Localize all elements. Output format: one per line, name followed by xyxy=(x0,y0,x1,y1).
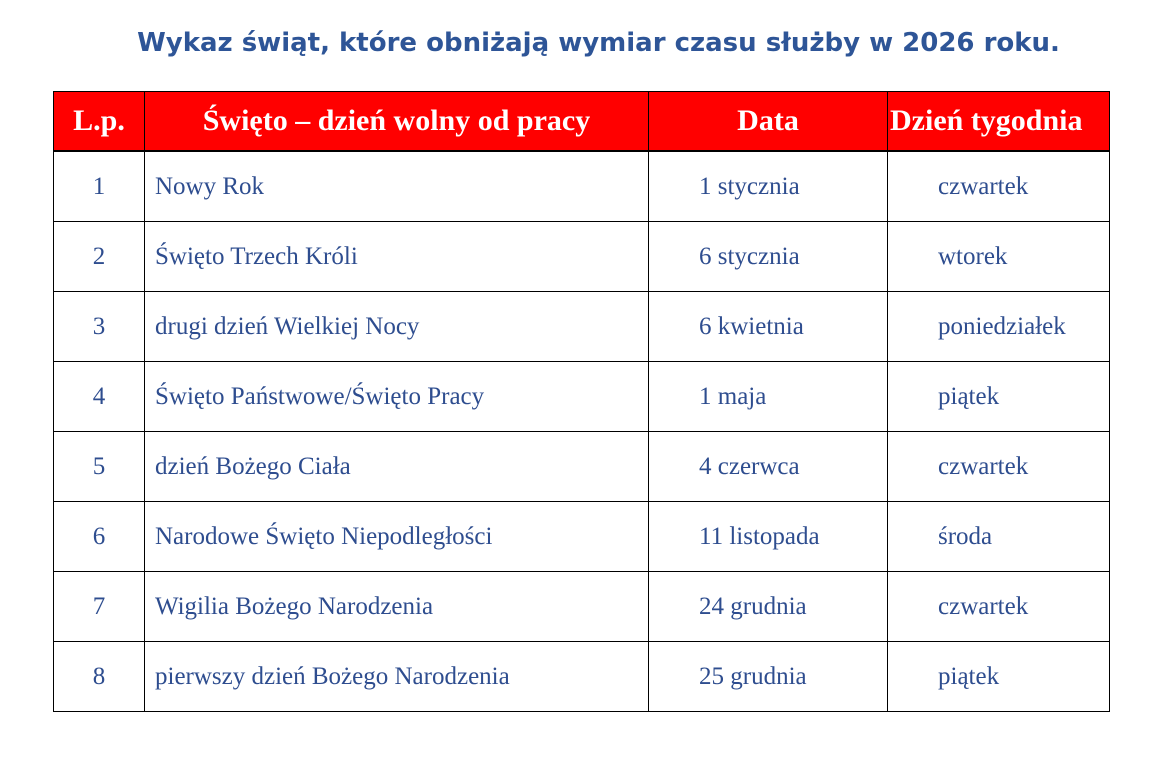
table-row xyxy=(54,292,1110,362)
holiday-date: 6 stycznia xyxy=(649,222,888,292)
holiday-date: 11 listopada xyxy=(649,502,888,572)
header-holiday: Święto – dzień wolny od pracy xyxy=(145,92,649,152)
row-number: 2 xyxy=(54,222,145,292)
header-lp: L.p. xyxy=(54,92,145,152)
header-date: Data xyxy=(649,92,888,152)
holiday-weekday: środa xyxy=(888,502,1110,572)
table-body xyxy=(54,151,1110,712)
holiday-date: 25 grudnia xyxy=(649,642,888,712)
row-number: 7 xyxy=(54,572,145,642)
table-row xyxy=(54,362,1110,432)
document-title: Wykaz świąt, które obniżają wymiar czasu służby w 2026 roku. xyxy=(137,28,1060,58)
holiday-weekday: czwartek xyxy=(888,432,1110,502)
table-row xyxy=(54,151,1110,222)
row-number: 3 xyxy=(54,292,145,362)
holiday-name: pierwszy dzień Bożego Narodzenia xyxy=(145,642,649,712)
holiday-date: 1 stycznia xyxy=(649,151,888,222)
table-row xyxy=(54,222,1110,292)
holiday-name: drugi dzień Wielkiej Nocy xyxy=(145,292,649,362)
holiday-weekday: poniedziałek xyxy=(888,292,1110,362)
holidays-table xyxy=(53,91,1110,712)
table-row xyxy=(54,572,1110,642)
holiday-weekday: czwartek xyxy=(888,151,1110,222)
holiday-name: Narodowe Święto Niepodległości xyxy=(145,502,649,572)
row-number: 4 xyxy=(54,362,145,432)
holiday-weekday: wtorek xyxy=(888,222,1110,292)
header-row xyxy=(54,92,1110,152)
holiday-name: Nowy Rok xyxy=(145,151,649,222)
row-number: 6 xyxy=(54,502,145,572)
holiday-date: 1 maja xyxy=(649,362,888,432)
holiday-name: Wigilia Bożego Narodzenia xyxy=(145,572,649,642)
row-number: 1 xyxy=(54,151,145,222)
holiday-date: 6 kwietnia xyxy=(649,292,888,362)
holiday-weekday: piątek xyxy=(888,642,1110,712)
holiday-name: Święto Trzech Króli xyxy=(145,222,649,292)
header-weekday: Dzień tygodnia xyxy=(888,92,1110,152)
holiday-weekday: piątek xyxy=(888,362,1110,432)
holiday-date: 24 grudnia xyxy=(649,572,888,642)
row-number: 8 xyxy=(54,642,145,712)
row-number: 5 xyxy=(54,432,145,502)
table-row xyxy=(54,502,1110,572)
holiday-name: Święto Państwowe/Święto Pracy xyxy=(145,362,649,432)
holiday-weekday: czwartek xyxy=(888,572,1110,642)
holiday-date: 4 czerwca xyxy=(649,432,888,502)
table-header xyxy=(54,92,1110,152)
table-row xyxy=(54,432,1110,502)
holiday-name: dzień Bożego Ciała xyxy=(145,432,649,502)
table-row xyxy=(54,642,1110,712)
